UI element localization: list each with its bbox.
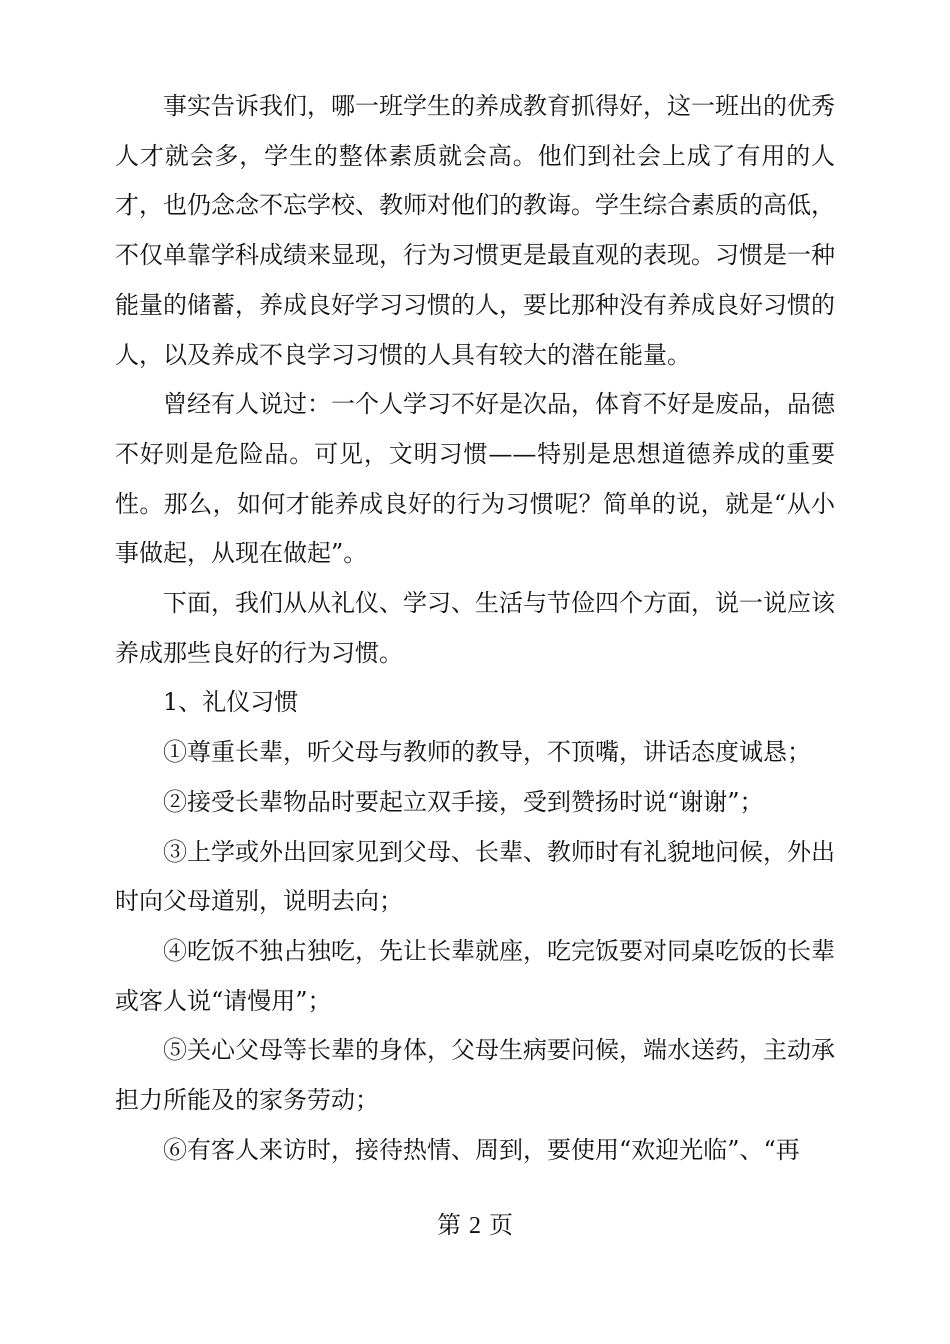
page-label-suffix: 页	[489, 1211, 513, 1239]
list-item-5: ⑤关心父母等长辈的身体，父母生病要问候，端水送药，主动承担力所能及的家务劳动；	[115, 1036, 835, 1115]
section-heading-etiquette: 1、礼仪习惯	[163, 688, 299, 717]
list-item-2: ②接受长辈物品时要起立双手接，受到赞扬时说“谢谢”；	[163, 787, 764, 816]
list-item-3: ③上学或外出回家见到父母、长辈、教师时有礼貌地问候，外出时向父母道别，说明去向；	[115, 837, 835, 916]
body-text	[115, 82, 835, 1175]
paragraph-quote-civility: 曾经有人说过：一个人学习不好是次品，体育不好是废品，品德不好则是危险品。可见，文明习惯——特别是思想道德养成的重要性。那么，如何才能养成良好的行为习惯呢？简单的说，就是“从小事做起，从现在做起”。	[115, 390, 835, 568]
list-item-6: ⑥有客人来访时，接待热情、周到，要使用“欢迎光临”、“再	[163, 1135, 800, 1164]
list-item-1: ①尊重长辈，听父母与教师的教导，不顶嘴，讲话态度诚恳；	[163, 738, 811, 767]
page-number: 2	[469, 1213, 481, 1239]
paragraph-four-aspects: 下面，我们从从礼仪、学习、生活与节俭四个方面，说一说应该养成那些良好的行为习惯。	[115, 589, 835, 667]
list-item-4: ④吃饭不独占独吃，先让长辈就座，吃完饭要对同桌吃饭的长辈或客人说“请慢用”；	[115, 936, 835, 1015]
page-label-prefix: 第	[437, 1211, 461, 1239]
page-footer	[0, 1205, 950, 1246]
paragraph-habit-importance: 事实告诉我们，哪一班学生的养成教育抓得好，这一班出的优秀人才就会多，学生的整体素质就会高。他们到社会上成了有用的人才，也仍念念不忘学校、教师对他们的教诲。学生综合素质的高低，不仅单靠学科成绩来显现，行为习惯更是最直观的表现。习惯是一种能量的储蓄，养成良好学习习惯的人，要比那种没有养成良好习惯的人，以及养成不良学习习惯的人具有较大的潜在能量。	[115, 92, 835, 369]
